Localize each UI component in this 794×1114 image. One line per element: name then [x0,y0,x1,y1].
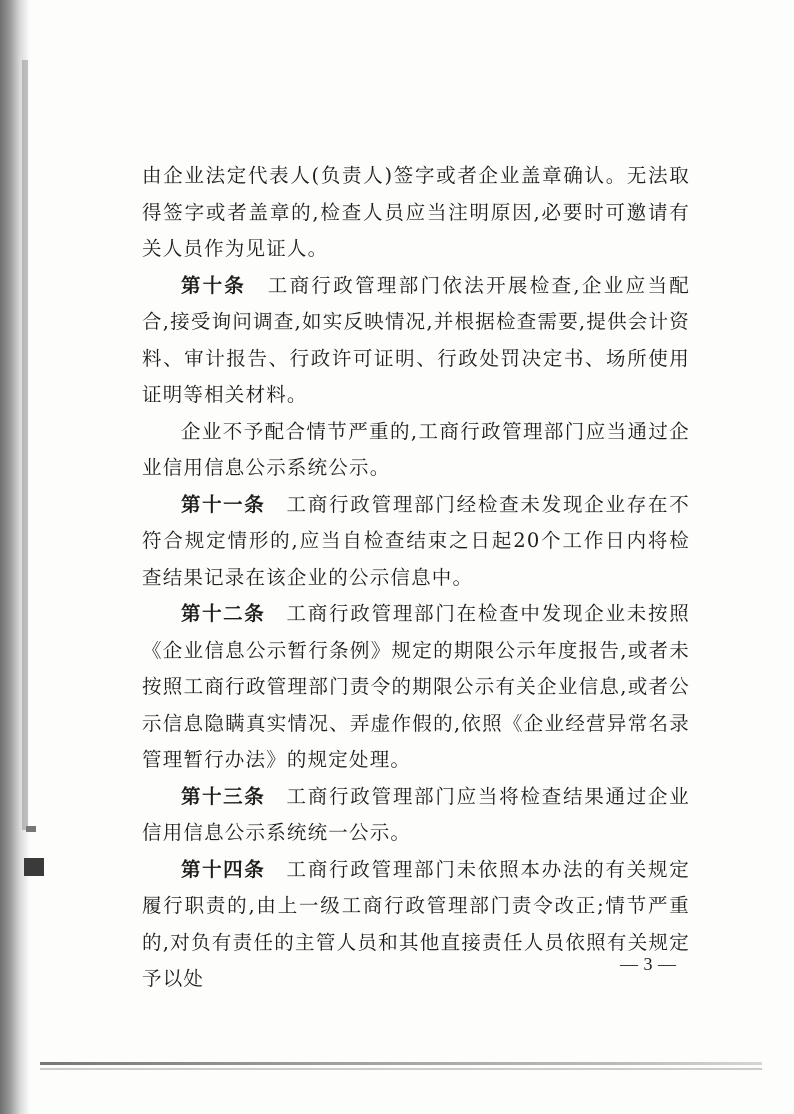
paragraph-text: 工商行政管理部门经检查未发现企业存在不符合规定情形的,应当自检查结束之日起20个工作日内将检查结果记录在该企业的公示信息中。 [142,492,690,589]
paragraph-text: 工商行政管理部门应当将检查结果通过企业信用信息公示系统统一公示。 [142,784,690,844]
article-label: 第十条 [181,273,246,297]
paragraph-text: 工商行政管理部门未依照本办法的有关规定履行职责的,由上一级工商行政管理部门责令改正;情节严重的,对负有责任的主管人员和其他直接责任人员依照有关规定予以处 [142,857,690,990]
scan-edge-band [22,60,28,830]
paragraph-text: 工商行政管理部门在检查中发现企业未按照《企业信息公示暂行条例》规定的期限公示年度报告,或者未按照工商行政管理部门责令的期限公示有关企业信息,或者公示信息隐瞒真实情况、弄虚作假的,依照《企业经营异常名录管理暂行办法》的规定处理。 [142,602,690,771]
scan-bottom-line [40,1062,762,1065]
document-body [142,158,690,998]
article-label: 第十二条 [181,602,266,625]
scan-bottom-line-secondary [40,1068,762,1070]
scan-edge-mark [24,858,44,876]
paragraph-text: 工商行政管理部门依法开展检查,企业应当配合,接受询问调查,如实反映情况,并根据检查需要,提供会计资料、审计报告、行政许可证明、行政处罚决定书、场所使用证明等相关材料。 [142,273,690,406]
paragraph-1 [142,158,690,268]
article-11 [142,487,690,597]
scan-edge-mark-small [26,826,36,832]
paragraph-3 [142,414,690,487]
paragraph-text: 企业不予配合情节严重的,工商行政管理部门应当通过企业信用信息公示系统公示。 [142,419,690,479]
page-number: — 3 — [620,954,677,974]
article-14 [142,852,690,998]
article-12 [142,596,690,779]
article-10 [142,268,690,414]
article-label: 第十一条 [181,492,266,516]
article-13 [142,779,690,852]
article-label: 第十四条 [181,857,266,881]
article-label: 第十三条 [181,784,266,808]
paragraph-text: 由企业法定代表人(负责人)签字或者企业盖章确认。无法取得签字或者盖章的,检查人员应当注明原因,必要时可邀请有关人员作为见证人。 [142,164,690,260]
